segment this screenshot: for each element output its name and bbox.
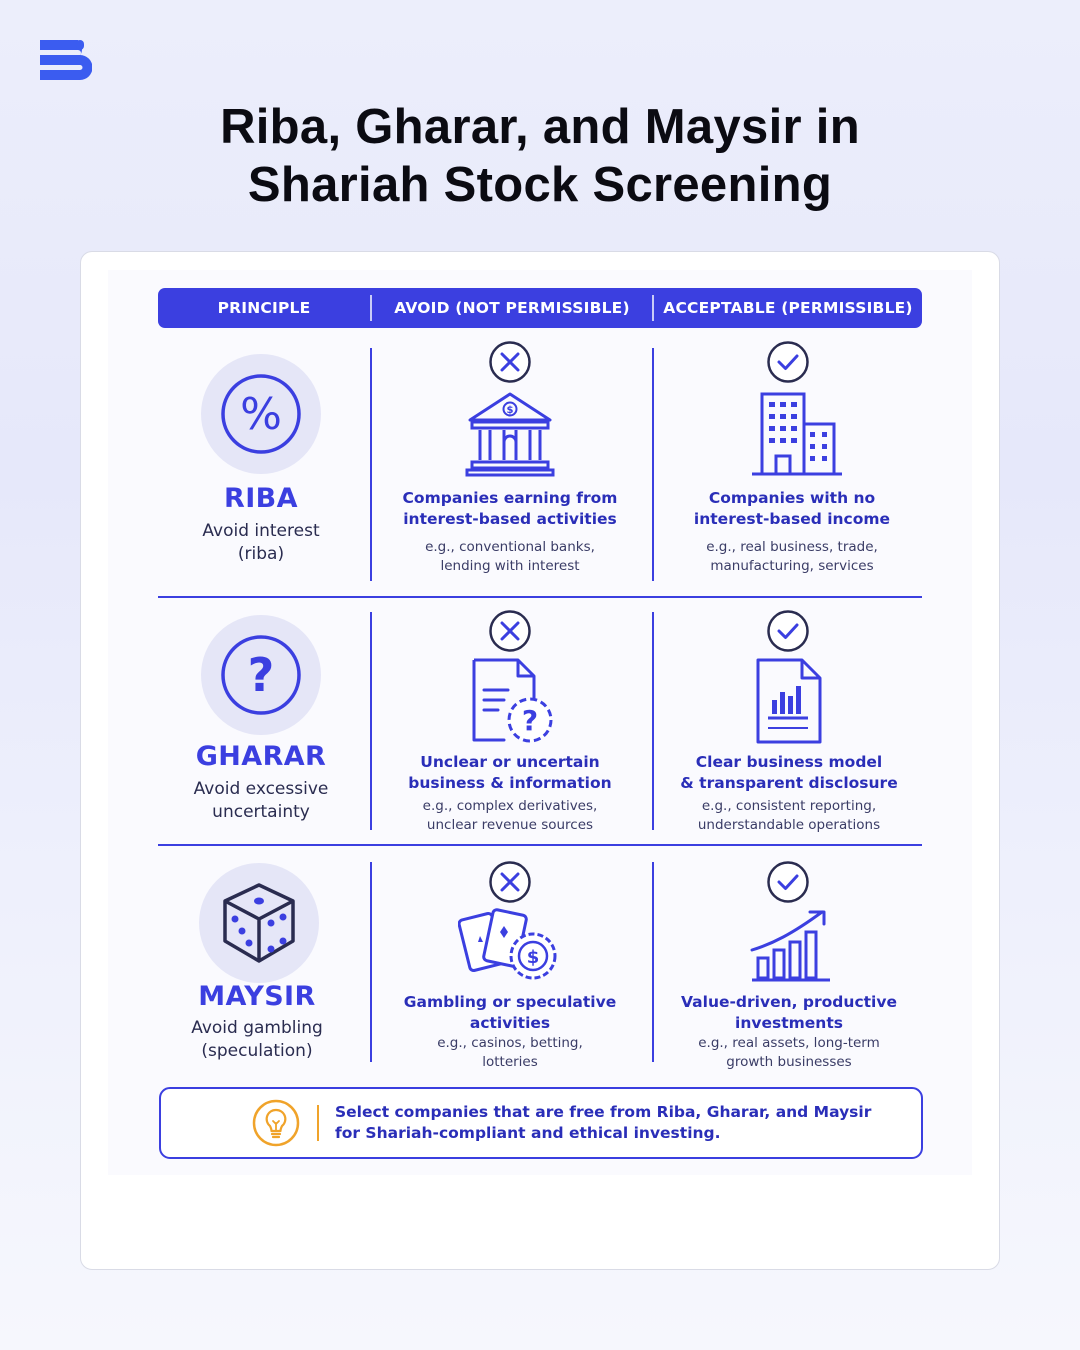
principle-description [147, 1017, 367, 1063]
avoid-title [379, 992, 641, 1034]
title-line: activities [469, 1014, 551, 1032]
example-line: e.g., conventional banks, [425, 539, 595, 555]
avoid-examples [379, 797, 641, 835]
avoid-examples [379, 1034, 641, 1072]
x-circle-icon [488, 340, 532, 384]
principle-name: MAYSIR [198, 981, 316, 1012]
example-line: unclear revenue sources [426, 817, 594, 833]
example-line: e.g., casinos, betting, [437, 1035, 583, 1051]
accept-title [658, 752, 920, 794]
document-question-icon [468, 656, 558, 746]
accept-examples [661, 538, 923, 576]
accept-title [658, 992, 920, 1034]
row-divider [158, 844, 922, 846]
title-line: Companies with no [708, 489, 876, 507]
column-divider [652, 612, 654, 830]
example-line: understandable operations [697, 817, 881, 833]
example-line: lotteries [482, 1054, 538, 1070]
check-circle-icon [766, 609, 810, 653]
title-line: Unclear or uncertain [420, 753, 600, 771]
svg-text:?: ? [247, 648, 275, 702]
principle-description [151, 778, 371, 824]
svg-text:%: % [240, 389, 282, 440]
title-line: Value-driven, productive [681, 993, 897, 1011]
svg-text:?: ? [521, 704, 539, 737]
desc-line: Avoid gambling [191, 1018, 323, 1038]
avoid-title [379, 488, 641, 530]
desc-line: uncertainty [212, 802, 310, 822]
page-title [0, 98, 1080, 214]
check-circle-icon [766, 860, 810, 904]
x-circle-icon [488, 609, 532, 653]
footer-text [335, 1102, 895, 1144]
brand-logo [38, 38, 92, 82]
growth-chart-icon [748, 906, 834, 982]
office-building-icon [748, 390, 844, 478]
title-line-1: Riba, Gharar, and Maysir in [220, 100, 860, 154]
example-line: growth businesses [726, 1054, 852, 1070]
accept-examples [658, 1034, 920, 1072]
example-line: lending with interest [440, 558, 580, 574]
desc-line: Avoid interest [202, 521, 320, 541]
cards-chip-icon [458, 906, 560, 984]
document-chart-icon [754, 656, 826, 746]
row-divider [158, 596, 922, 598]
gharar-icon-circle [201, 615, 321, 735]
example-line: e.g., complex derivatives, [422, 798, 598, 814]
title-line: business & information [408, 774, 612, 792]
lightbulb-icon [252, 1099, 300, 1147]
header-avoid: AVOID (NOT PERMISSIBLE) [394, 299, 630, 317]
footer-divider [317, 1105, 319, 1141]
example-line: manufacturing, services [710, 558, 874, 574]
check-circle-icon [766, 340, 810, 384]
principle-description [151, 520, 371, 566]
percent-icon [201, 354, 321, 474]
svg-text:$: $ [506, 405, 514, 416]
footer-line: Select companies that are free from Riba, Gharar, and Maysir [335, 1103, 872, 1121]
maysir-icon-circle [199, 863, 319, 983]
header-acceptable: ACCEPTABLE (PERMISSIBLE) [663, 299, 913, 317]
avoid-title [379, 752, 641, 794]
title-line: investments [735, 1014, 843, 1032]
desc-line: (riba) [237, 544, 285, 564]
desc-line: (speculation) [201, 1041, 313, 1061]
example-line: e.g., consistent reporting, [701, 798, 877, 814]
accept-title [661, 488, 923, 530]
title-line: interest-based activities [403, 510, 617, 528]
question-icon [201, 615, 321, 735]
x-circle-icon [488, 860, 532, 904]
title-line: interest-based income [693, 510, 891, 528]
column-divider [370, 862, 372, 1062]
title-line: & transparent disclosure [680, 774, 898, 792]
dice-icon [199, 863, 319, 983]
accept-examples [658, 797, 920, 835]
riba-icon-circle [201, 354, 321, 474]
column-divider [652, 348, 654, 581]
title-line: Clear business model [695, 753, 883, 771]
principle-name: RIBA [224, 483, 298, 514]
example-line: e.g., real business, trade, [706, 539, 878, 555]
bank-icon [464, 390, 556, 478]
column-divider [652, 862, 654, 1062]
title-line: Companies earning from [402, 489, 618, 507]
title-line: Gambling or speculative [403, 993, 617, 1011]
header-principle: PRINCIPLE [217, 299, 311, 317]
example-line: e.g., real assets, long-term [698, 1035, 880, 1051]
footer-line: for Shariah-compliant and ethical investing. [335, 1124, 721, 1142]
title-line-2: Shariah Stock Screening [247, 158, 833, 212]
avoid-examples [379, 538, 641, 576]
table-header [158, 288, 922, 328]
svg-text:$: $ [526, 947, 540, 968]
desc-line: Avoid excessive [193, 779, 329, 799]
footer-callout [159, 1087, 923, 1159]
principle-name: GHARAR [195, 741, 327, 772]
